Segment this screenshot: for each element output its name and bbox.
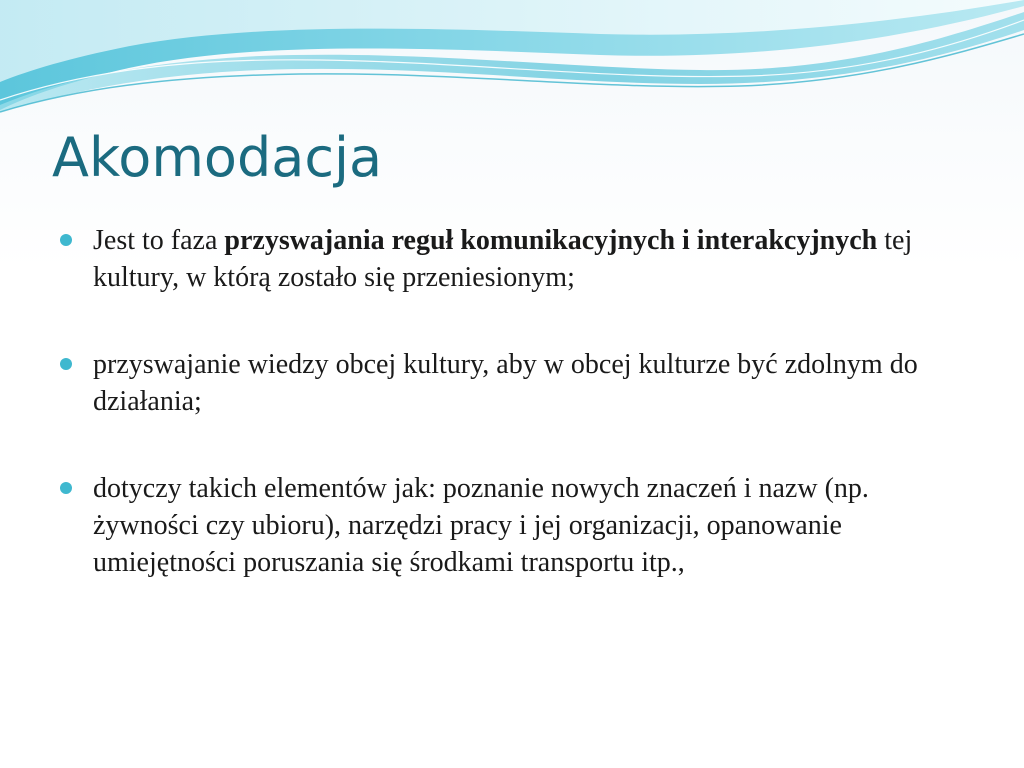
bullet-text-bold-segment: przyswajania reguł komunikacyjnych i interakcyjnych xyxy=(224,225,878,256)
bullet-item-acquiring-knowledge xyxy=(60,346,970,420)
slide-title: Akomodacja xyxy=(52,126,383,189)
bullet-list xyxy=(60,222,970,631)
bullet-text-segment: Jest to faza xyxy=(93,225,225,256)
bullet-dot-icon xyxy=(60,358,72,370)
bullet-text: dotyczy takich elementów jak: poznanie nowych znaczeń i nazw (np. żywności czy ubioru), narzędzi pracy i jej organizacji, opanowanie umiejętności poruszania się środkami transportu itp., xyxy=(93,473,869,578)
header-wave-decoration xyxy=(0,0,1024,120)
bullet-text-segment: tej kultury, w którą zostało się przeniesionym; xyxy=(93,225,913,293)
bullet-item-elements xyxy=(60,470,970,581)
bullet-text: przyswajanie wiedzy obcej kultury, aby w obcej kulturze być zdolnym do działania; xyxy=(93,349,918,417)
bullet-dot-icon xyxy=(60,234,72,246)
bullet-item-acquiring-rules xyxy=(60,222,970,296)
bullet-dot-icon xyxy=(60,482,72,494)
bullet-text xyxy=(93,225,912,293)
